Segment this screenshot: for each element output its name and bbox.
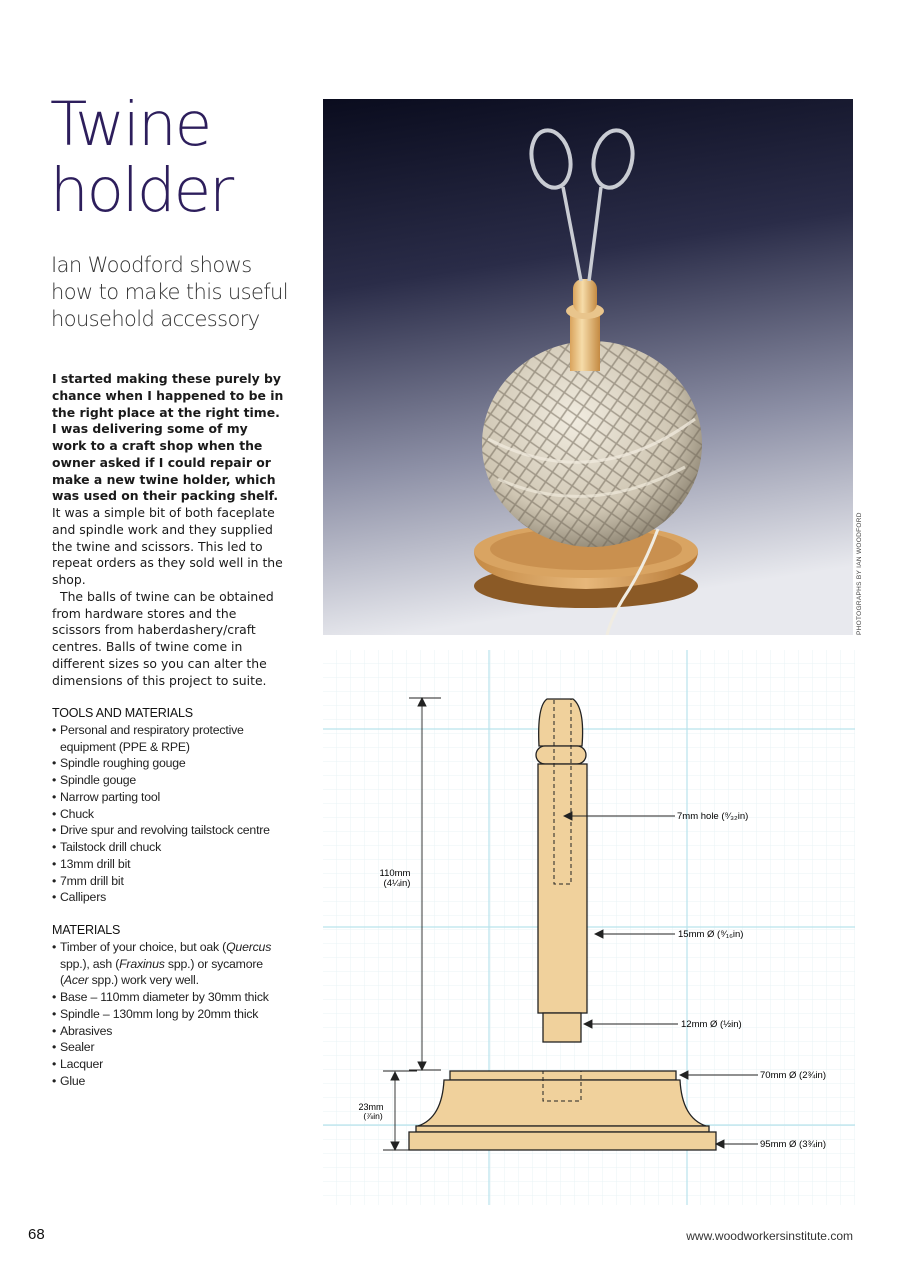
intro-paragraph-1 <box>52 371 284 589</box>
photo-credit <box>856 512 870 635</box>
tools-list <box>52 722 292 906</box>
materials-heading: MATERIALS <box>52 923 121 937</box>
spindle-diameter-label: 15mm Ø (⁹⁄₁₆in) <box>678 929 744 940</box>
materials-item: • Lacquer <box>52 1056 292 1073</box>
materials-list <box>52 939 292 1090</box>
tools-item: • 7mm drill bit <box>52 873 292 890</box>
tenon-diameter-label: 12mm Ø (½in) <box>681 1019 742 1030</box>
intro-rest: It was a simple bit of both faceplate and spindle work and they supplied the twine and scissors. This led to repeat orders as they sold well in the shop. <box>52 505 283 587</box>
materials-item: • Glue <box>52 1073 292 1090</box>
materials-item: • Abrasives <box>52 1023 292 1040</box>
subtitle-line-3: household accessory <box>51 307 260 331</box>
photo-credit-text: PHOTOGRAPHS BY IAN WOODFORD <box>856 512 863 635</box>
intro-lead: I started making these purely by chance when I happened to be in the right place at the right time. I was delivering some of my work to a craft shop when the owner asked if I could repair or make a new twine holder, which was used on their packing shelf. <box>52 371 284 504</box>
tools-item: • Callipers <box>52 889 292 906</box>
tools-item: • Chuck <box>52 806 292 823</box>
base-bottom-diameter-label: 95mm Ø (3¾in) <box>760 1139 826 1150</box>
intro-paragraph-2: The balls of twine can be obtained from hardware stores and the scissors from haberdashery/craft centres. Balls of twine come in different sizes so you can alter the dimensions of this project to suite. <box>52 588 274 688</box>
tools-item: • Drive spur and revolving tailstock centre <box>52 822 292 839</box>
article-subtitle <box>51 252 311 333</box>
timber-latin-1: Quercus <box>226 939 272 954</box>
diagram-svg <box>323 650 855 1205</box>
materials-item: • Sealer <box>52 1039 292 1056</box>
subtitle-line-1: Ian Woodford shows <box>51 253 252 277</box>
base-drawing <box>409 1071 716 1150</box>
twine-holder-illustration <box>323 99 853 635</box>
page-number: 68 <box>28 1226 45 1243</box>
tools-item: • 13mm drill bit <box>52 856 292 873</box>
base-height-label-in: (⅞in) <box>363 1111 383 1121</box>
spindle-drawing <box>536 699 587 1042</box>
article-title <box>50 89 233 226</box>
subtitle-line-2: how to make this useful <box>51 280 289 304</box>
timber-text-2: spp.), ash ( <box>60 956 120 971</box>
tools-item: • Personal and respiratory protective equipment (PPE & RPE) <box>52 722 292 756</box>
materials-item: • Spindle – 130mm long by 20mm thick <box>52 1006 292 1023</box>
website-url[interactable]: www.woodworkersinstitute.com <box>686 1229 853 1243</box>
tools-section <box>52 705 292 906</box>
hole-label: 7mm hole (⁹⁄₃₂in) <box>677 811 749 822</box>
title-line-1: Twine <box>50 89 211 160</box>
title-line-2: holder <box>50 155 233 226</box>
tools-item: • Spindle gouge <box>52 772 292 789</box>
materials-item-timber <box>52 939 292 989</box>
base-top-diameter-label: 70mm Ø (2¾in) <box>760 1070 826 1081</box>
tools-heading: TOOLS AND MATERIALS <box>52 706 193 720</box>
timber-text-3: spp.) or sycamore ( <box>60 956 263 988</box>
timber-latin-3: Acer <box>63 973 89 988</box>
height-label-in: (4¼in) <box>383 878 411 889</box>
materials-section <box>52 922 292 1090</box>
height-label-mm: 110mm <box>379 868 411 879</box>
tools-item: • Tailstock drill chuck <box>52 839 292 856</box>
tools-item: • Spindle roughing gouge <box>52 755 292 772</box>
base-height-label-mm: 23mm <box>358 1102 384 1112</box>
timber-text-4: spp.) work very well. <box>88 973 199 988</box>
twine-holder-photo <box>323 99 853 635</box>
intro-text <box>52 371 284 689</box>
twine-holder-diagram <box>323 650 855 1205</box>
materials-item: • Base – 110mm diameter by 30mm thick <box>52 989 292 1006</box>
timber-text-1: Timber of your choice, but oak ( <box>60 939 227 954</box>
timber-latin-2: Fraxinus <box>119 956 165 971</box>
tools-item: • Narrow parting tool <box>52 789 292 806</box>
